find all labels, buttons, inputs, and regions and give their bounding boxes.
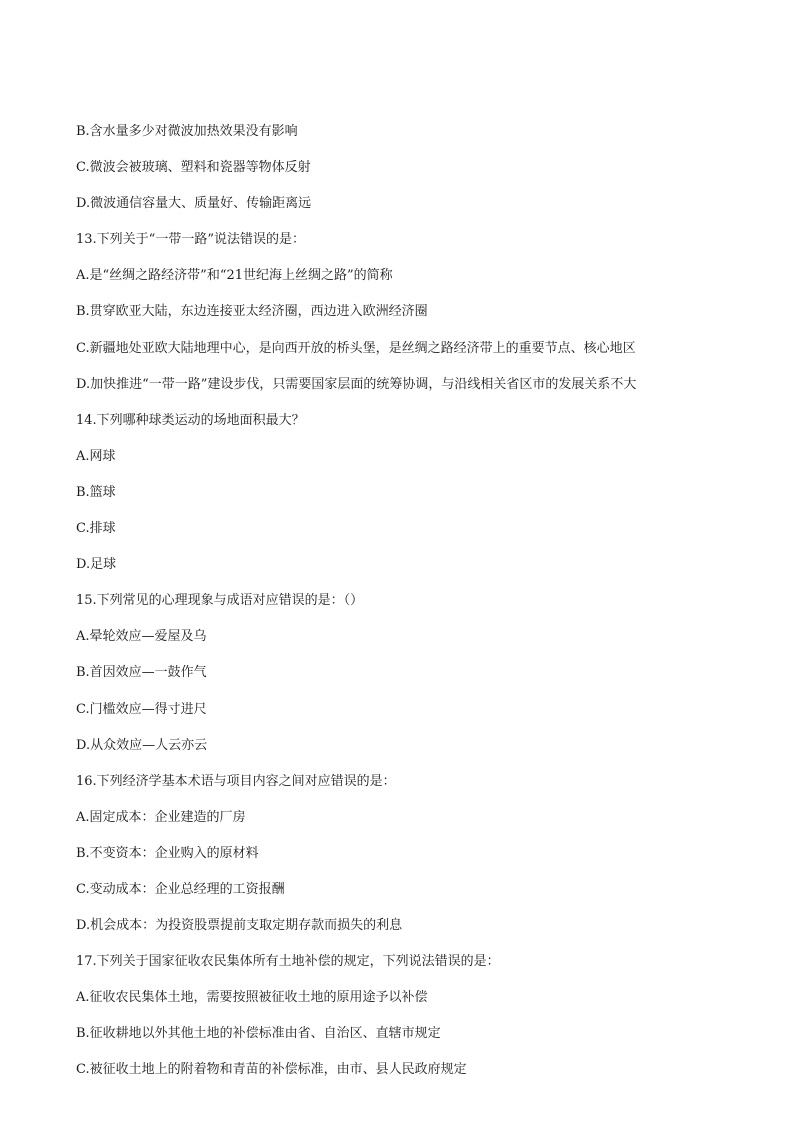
option-15c: C.门槛效应—得寸进尺 (76, 701, 207, 717)
option-17c: C.被征收土地上的附着物和青苗的补偿标准，由市、县人民政府规定 (76, 1062, 467, 1078)
option-12c: C.微波会被玻璃、塑料和瓷器等物体反射 (76, 160, 311, 176)
option-16b: B.不变资本：企业购入的原材料 (76, 845, 259, 861)
option-14c: C.排球 (76, 521, 116, 537)
option-14d: D.足球 (76, 557, 117, 573)
question-14: 14.下列哪种球类运动的场地面积最大？ (76, 412, 305, 428)
option-14b: B.篮球 (76, 484, 116, 500)
question-13: 13.下列关于“一带一路”说法错误的是： (76, 232, 305, 248)
option-14a: A.网球 (76, 448, 116, 464)
option-13c: C.新疆地处亚欧大陆地理中心，是向西开放的桥头堡，是丝绸之路经济带上的重要节点、核心地区 (76, 340, 636, 356)
option-12b: B.含水量多少对微波加热效果没有影响 (76, 124, 298, 139)
document-body (76, 121, 736, 1096)
question-15: 15.下列常见的心理现象与成语对应错误的是：（） (76, 593, 364, 609)
option-15a: A.晕轮效应—爱屋及乌 (76, 629, 207, 645)
option-15d: D.从众效应—人云亦云 (76, 737, 208, 753)
option-13d: D.加快推进“一带一路”建设步伐，只需要国家层面的统筹协调，与沿线相关省区市的发展关系不大 (76, 376, 637, 392)
option-16a: A.固定成本：企业建造的厂房 (76, 809, 246, 825)
question-17: 17.下列关于国家征收农民集体所有土地补偿的规定，下列说法错误的是： (76, 954, 500, 970)
option-17a: A.征收农民集体土地，需要按照被征收土地的原用途予以补偿 (76, 990, 428, 1006)
option-15b: B.首因效应—一鼓作气 (76, 665, 207, 681)
option-16c: C.变动成本：企业总经理的工资报酬 (76, 881, 285, 897)
option-17b: B.征收耕地以外其他土地的补偿标准由省、自治区、直辖市规定 (76, 1026, 441, 1042)
option-16d: D.机会成本：为投资股票提前支取定期存款而损失的利息 (76, 918, 403, 934)
option-13b: B.贯穿欧亚大陆，东边连接亚太经济圈，西边进入欧洲经济圈 (76, 304, 428, 320)
option-12d: D.微波通信容量大、质量好、传输距离远 (76, 196, 312, 212)
option-13a: A.是“丝绸之路经济带”和“21世纪海上丝绸之路”的简称 (76, 268, 393, 284)
question-16: 16.下列经济学基本术语与项目内容之间对应错误的是： (76, 773, 396, 789)
